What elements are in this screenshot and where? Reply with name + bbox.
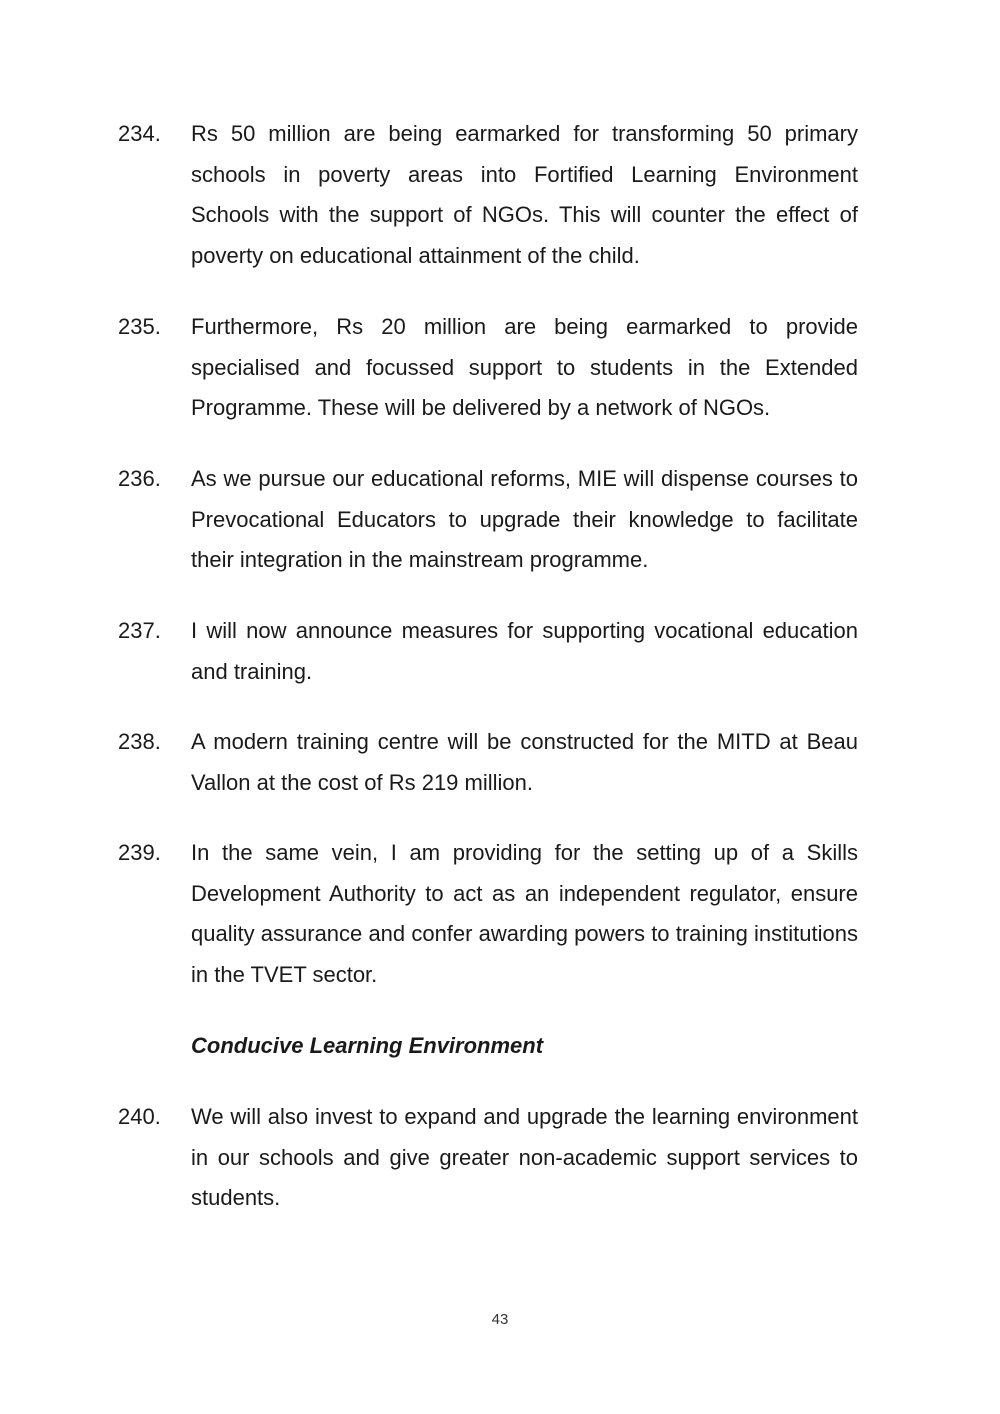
paragraph-number: 237. xyxy=(118,618,161,643)
paragraph-240 xyxy=(118,1097,858,1219)
paragraph-237 xyxy=(118,611,858,692)
paragraph-236 xyxy=(118,459,858,581)
paragraph-text: As we pursue our educational reforms, MIE will dispense courses to Prevocational Educators to upgrade their knowledge to facilitate their integration in the mainstream programme. xyxy=(191,466,858,573)
page-number: 43 xyxy=(491,1311,509,1328)
paragraph-number: 238. xyxy=(118,729,161,754)
paragraph-number: 240. xyxy=(118,1104,161,1129)
paragraph-239 xyxy=(118,833,858,995)
paragraph-number: 235. xyxy=(118,314,161,339)
paragraph-text: We will also invest to expand and upgrade the learning environment in our schools and give greater non-academic support services to students. xyxy=(191,1104,858,1211)
paragraph-text: I will now announce measures for supporting vocational education and training. xyxy=(191,618,858,684)
paragraph-234 xyxy=(118,114,858,276)
paragraph-number: 234. xyxy=(118,121,161,146)
paragraph-text: A modern training centre will be constructed for the MITD at Beau Vallon at the cost of Rs 219 million. xyxy=(191,729,858,795)
paragraph-number: 236. xyxy=(118,466,161,491)
paragraph-235 xyxy=(118,307,858,429)
paragraph-text: Rs 50 million are being earmarked for transforming 50 primary schools in poverty areas into Fortified Learning Environment Schools with the support of NGOs. This will counter the effect of poverty on educational attainment of the child. xyxy=(191,121,858,268)
paragraph-238 xyxy=(118,722,858,803)
paragraph-text: In the same vein, I am providing for the setting up of a Skills Development Authority to act as an independent regulator, ensure quality assurance and confer awarding powers to training institutions in the TVET sector. xyxy=(191,840,858,987)
paragraph-text: Furthermore, Rs 20 million are being earmarked to provide specialised and focussed support to students in the Extended Programme. These will be delivered by a network of NGOs. xyxy=(191,314,858,421)
paragraph-number: 239. xyxy=(118,840,161,865)
section-heading: Conducive Learning Environment xyxy=(191,1033,544,1058)
